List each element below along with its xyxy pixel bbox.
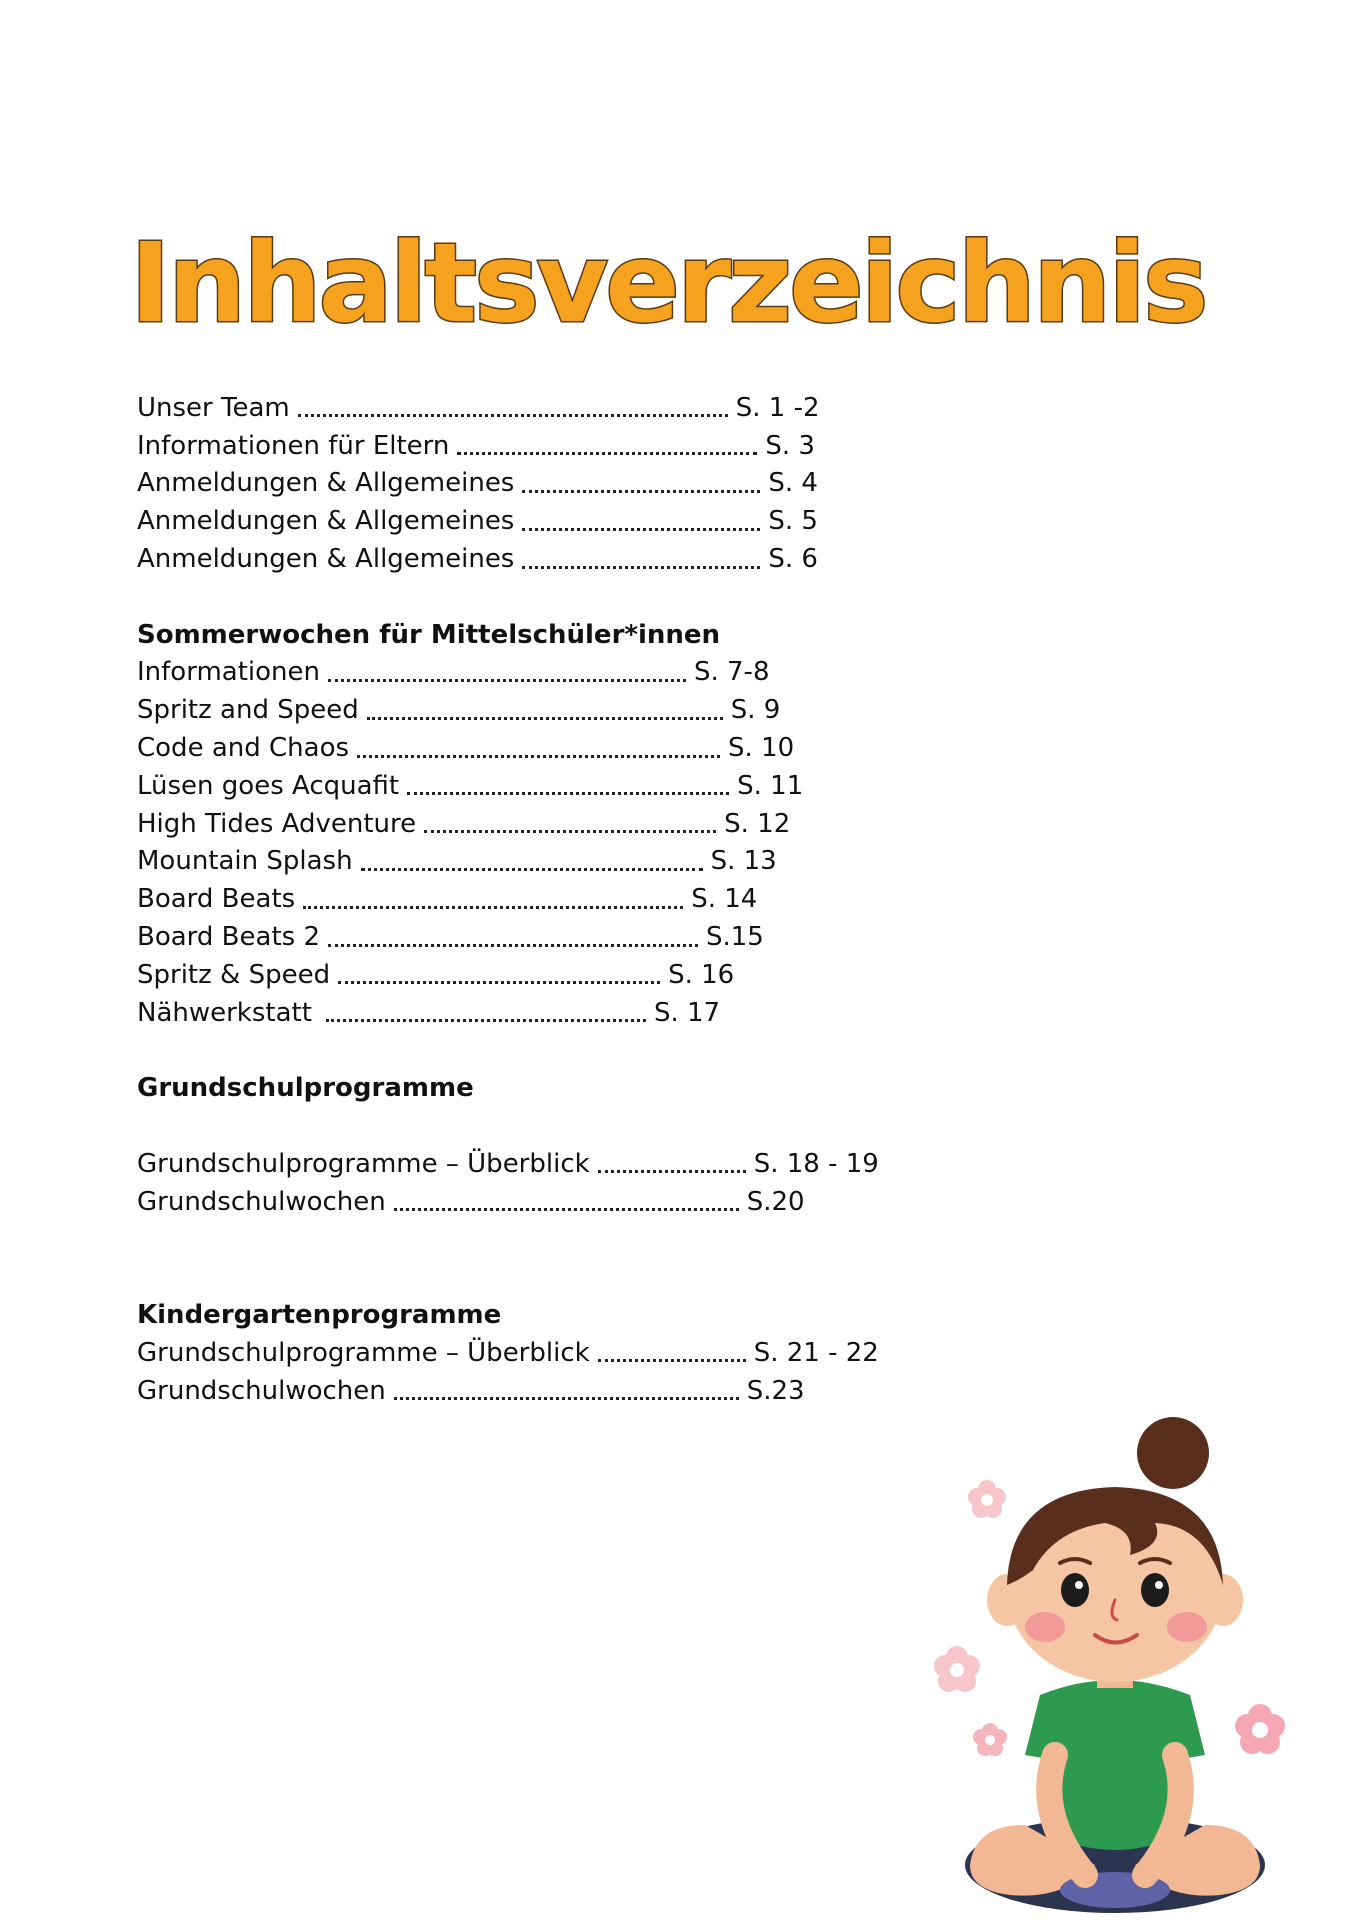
toc-entry-page: S. 16 [668, 959, 735, 990]
section-heading-grundschul: Grundschulprogramme [137, 1073, 474, 1104]
dot-leader [361, 868, 703, 871]
toc-entry-label: Grundschulprogramme – Überblick [137, 1148, 590, 1179]
dot-leader [407, 792, 729, 795]
dot-leader [522, 528, 760, 531]
dot-leader [326, 1019, 646, 1022]
toc-entry-label: Grundschulwochen [137, 1375, 386, 1406]
dot-leader [394, 1397, 739, 1400]
toc-entry-page: S. 10 [728, 733, 795, 764]
toc-entry-page: S. 9 [730, 695, 781, 726]
toc-entry-page: S. 1 -2 [735, 392, 820, 423]
toc-entry-page: S. 21 - 22 [753, 1337, 879, 1368]
toc-entry [137, 994, 937, 1032]
flower-icon [934, 1646, 980, 1692]
toc-entry-page: S. 6 [768, 544, 818, 575]
toc-entry-label: Board Beats [137, 884, 296, 915]
dot-leader [522, 566, 760, 569]
dot-leader [424, 830, 716, 833]
toc-entry [137, 654, 937, 692]
toc-entry-label: Grundschulprogramme – Überblick [137, 1337, 590, 1368]
toc-entry [137, 729, 937, 767]
toc-entry [137, 805, 937, 843]
toc-entry [137, 427, 937, 465]
toc-entry-page: S. 5 [768, 506, 818, 537]
spacer [137, 1032, 937, 1070]
toc-entry-label: Lüsen goes Acquafit [137, 770, 400, 801]
toc-entry-page: S. 4 [768, 468, 818, 499]
section-heading-sommerwochen: Sommerwochen für Mittelschüler*innen [137, 619, 721, 650]
dot-leader [357, 755, 720, 758]
toc-entry [137, 691, 937, 729]
flower-icon [1235, 1704, 1285, 1754]
toc-entry-page: S. 18 - 19 [753, 1148, 879, 1179]
toc-entry [137, 502, 937, 540]
toc-entry-label: Mountain Splash [137, 846, 353, 877]
toc-entry-page: S.15 [706, 922, 764, 953]
dot-leader [598, 1170, 746, 1173]
dot-leader [338, 981, 660, 984]
toc-entry [137, 918, 937, 956]
toc-entry-page: S. 14 [691, 884, 758, 915]
dot-leader [298, 414, 728, 417]
toc-entry [137, 1183, 937, 1221]
toc-entry [137, 465, 937, 503]
toc-entry-page: S.20 [746, 1186, 805, 1217]
toc-entry-label: Informationen [137, 657, 320, 688]
girl-illustration [915, 1395, 1315, 1915]
spacer [137, 1107, 937, 1145]
table-of-contents [137, 389, 937, 1410]
page-title: Inhaltsverzeichnis [130, 219, 1206, 347]
spacer [137, 1221, 937, 1297]
dot-leader [328, 944, 698, 947]
dot-leader [598, 1359, 746, 1362]
toc-entry [137, 843, 937, 881]
toc-entry-label: Anmeldungen & Allgemeines [137, 506, 515, 537]
toc-entry [137, 880, 937, 918]
toc-entry-page: S. 13 [710, 846, 777, 877]
toc-entry [137, 767, 937, 805]
dot-leader [367, 717, 723, 720]
toc-entry-page: S.23 [746, 1375, 805, 1406]
toc-entry-label: Board Beats 2 [137, 922, 320, 953]
toc-entry-page: S. 12 [724, 808, 791, 839]
toc-entry-label: Spritz & Speed [137, 959, 331, 990]
toc-entry-page: S. 17 [653, 997, 721, 1028]
dot-leader [303, 906, 683, 909]
toc-entry-page: S. 11 [737, 770, 804, 801]
flower-icon [973, 1723, 1007, 1756]
section-heading-kindergarten: Kindergartenprogramme [137, 1300, 502, 1331]
toc-entry-label: Anmeldungen & Allgemeines [137, 544, 515, 575]
dot-leader [394, 1208, 739, 1211]
toc-entry-label: Code and Chaos [137, 733, 350, 764]
dot-leader [522, 490, 760, 493]
toc-entry [137, 1372, 937, 1410]
toc-entry-label: Spritz and Speed [137, 695, 359, 726]
toc-entry [137, 540, 937, 578]
toc-entry-label: Anmeldungen & Allgemeines [137, 468, 515, 499]
toc-entry-label: High Tides Adventure [137, 808, 417, 839]
toc-entry-label: Grundschulwochen [137, 1186, 386, 1217]
toc-entry-page: S. 7-8 [693, 657, 770, 688]
toc-entry [137, 956, 937, 994]
flower-icon [968, 1480, 1006, 1518]
dot-leader [457, 452, 757, 455]
toc-entry [137, 389, 937, 427]
spacer [137, 578, 937, 616]
toc-entry-label: Nähwerkstatt [137, 997, 312, 1028]
toc-entry-page: S. 3 [765, 430, 815, 461]
dot-leader [328, 679, 686, 682]
toc-entry-label: Informationen für Eltern [137, 430, 450, 461]
toc-entry-label: Unser Team [137, 392, 290, 423]
toc-entry [137, 1334, 937, 1372]
toc-entry [137, 1145, 937, 1183]
